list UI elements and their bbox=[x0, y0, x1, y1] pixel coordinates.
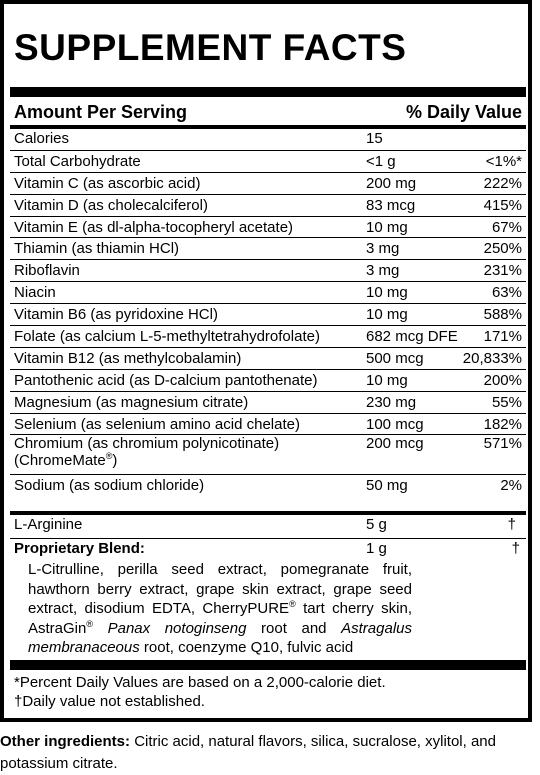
nutrient-row-pantothenic-acid bbox=[10, 369, 526, 391]
nutrient-dv: 231% bbox=[483, 262, 522, 280]
proprietary-blend-dv: † bbox=[511, 540, 520, 557]
nutrient-row-selenium bbox=[10, 413, 526, 435]
nutrient-row-folate bbox=[10, 325, 526, 347]
nutrient-amount: 5 g bbox=[366, 516, 387, 533]
nutrient-row-calories bbox=[10, 128, 526, 150]
nutrient-row-riboflavin bbox=[10, 259, 526, 281]
nutrient-amount: 100 mcg bbox=[366, 415, 424, 433]
nutrient-amount: 3 mg bbox=[366, 262, 400, 280]
panel-title: SUPPLEMENT FACTS bbox=[14, 27, 407, 68]
nutrient-dv: 415% bbox=[483, 196, 522, 214]
nutrient-name: Vitamin B12 (as methylcobalamin) bbox=[14, 349, 242, 367]
nutrient-row-chromium bbox=[10, 434, 526, 474]
nutrient-amount: 500 mcg bbox=[366, 349, 424, 367]
nutrient-dv: † bbox=[507, 516, 516, 533]
nutrient-dv: 20,833% bbox=[462, 349, 522, 367]
nutrient-dv: 171% bbox=[483, 328, 522, 346]
other-ingredients bbox=[0, 731, 540, 775]
title-divider bbox=[10, 87, 526, 97]
nutrient-name: Sodium (as sodium chloride) bbox=[14, 477, 205, 495]
nutrient-amount: 3 mg bbox=[366, 240, 400, 258]
other-ingredients-label: Other ingredients: bbox=[0, 733, 131, 750]
nutrient-name: Total Carbohydrate bbox=[14, 152, 141, 170]
footnote-dagger: †Daily value not established. bbox=[14, 693, 205, 710]
nutrient-name: L-Arginine bbox=[14, 516, 83, 533]
nutrient-amount: 10 mg bbox=[366, 371, 408, 389]
nutrient-name: Vitamin C (as ascorbic acid) bbox=[14, 174, 201, 192]
nutrient-amount: 682 mcg DFE bbox=[366, 328, 458, 346]
nutrient-name: Riboflavin bbox=[14, 262, 80, 280]
nutrient-amount: 50 mg bbox=[366, 477, 408, 495]
nutrient-row-magnesium bbox=[10, 391, 526, 413]
nutrient-name: Thiamin (as thiamin HCl) bbox=[14, 240, 180, 258]
row-divider bbox=[10, 538, 526, 539]
nutrient-dv: <1%* bbox=[485, 152, 522, 170]
nutrient-name: Folate (as calcium L-5-methyltetrahydrofolate) bbox=[14, 328, 320, 346]
nutrient-amount: 83 mcg bbox=[366, 196, 416, 214]
nutrient-amount: 10 mg bbox=[366, 218, 408, 236]
footnote-percent: *Percent Daily Values are based on a 2,000-calorie diet. bbox=[14, 674, 386, 691]
other-ingredients-text: Citric acid, natural flavors, silica, sucralose, xylitol, and potassium citrate. bbox=[0, 733, 496, 772]
nutrient-row-vitamin-d bbox=[10, 194, 526, 216]
nutrient-amount: 200 mg bbox=[366, 174, 417, 192]
nutrient-dv: 67% bbox=[491, 218, 522, 236]
nutrient-amount: 230 mg bbox=[366, 393, 417, 411]
nutrient-name: Niacin bbox=[14, 284, 56, 302]
nutrient-dv: 2% bbox=[500, 477, 522, 495]
amount-per-serving-label: Amount Per Serving bbox=[14, 102, 188, 122]
footnote-divider bbox=[10, 660, 526, 670]
nutrient-row-niacin bbox=[10, 281, 526, 303]
nutrient-dv: 222% bbox=[483, 174, 522, 192]
column-header bbox=[14, 100, 522, 126]
nutrient-row-vitamin-c bbox=[10, 172, 526, 194]
nutrient-dv: 250% bbox=[483, 240, 522, 258]
nutrient-dv: 588% bbox=[483, 306, 522, 324]
nutrient-table bbox=[10, 128, 526, 496]
nutrient-row-sodium bbox=[10, 474, 526, 496]
proprietary-blend-label: Proprietary Blend: bbox=[14, 540, 145, 557]
nutrient-row-thiamin bbox=[10, 237, 526, 259]
proprietary-blend-ingredients: L-Citrulline, perilla seed extract, pomegranate fruit, hawthorn berry extract, grape skin extract, grape seed extract, disodium EDTA, CherryPURE® tart cherry skin, AstraGin® Panax notoginseng root and Astragalus membranaceous root, coenzyme Q10, fulvic acid bbox=[28, 561, 412, 657]
nutrient-row-vitamin-e bbox=[10, 216, 526, 238]
nutrient-amount: 15 bbox=[366, 130, 383, 147]
nutrient-amount: 200 mcg bbox=[366, 435, 424, 453]
nutrient-dv: 55% bbox=[491, 393, 522, 411]
nutrient-row-vitamin-b6 bbox=[10, 303, 526, 325]
nutrient-name: Magnesium (as magnesium citrate) bbox=[14, 393, 249, 411]
nutrient-dv: 571% bbox=[483, 435, 522, 453]
nutrient-row-l-arginine bbox=[10, 514, 526, 536]
nutrient-name: Pantothenic acid (as D-calcium pantothenate) bbox=[14, 371, 318, 389]
nutrient-row-vitamin-b12 bbox=[10, 347, 526, 369]
nutrient-name: Chromium (as chromium polynicotinate) (ChromeMate®) bbox=[14, 435, 280, 470]
nutrient-name: Vitamin D (as cholecalciferol) bbox=[14, 196, 208, 214]
nutrient-name: Vitamin B6 (as pyridoxine HCl) bbox=[14, 306, 218, 324]
daily-value-label: % Daily Value bbox=[405, 102, 522, 122]
nutrient-row-total-carbohydrate bbox=[10, 150, 526, 172]
nutrient-dv: 182% bbox=[483, 415, 522, 433]
nutrient-name: Vitamin E (as dl-alpha-tocopheryl acetate) bbox=[14, 218, 294, 236]
nutrient-amount: <1 g bbox=[366, 152, 396, 170]
nutrient-dv: 63% bbox=[491, 284, 522, 302]
nutrient-name: Selenium (as selenium amino acid chelate) bbox=[14, 415, 300, 433]
arginine-section bbox=[10, 514, 526, 536]
nutrient-dv: 200% bbox=[483, 371, 522, 389]
nutrient-amount: 10 mg bbox=[366, 284, 408, 302]
proprietary-blend-amount: 1 g bbox=[366, 540, 387, 557]
nutrient-name: Calories bbox=[14, 130, 70, 147]
nutrient-amount: 10 mg bbox=[366, 306, 408, 324]
